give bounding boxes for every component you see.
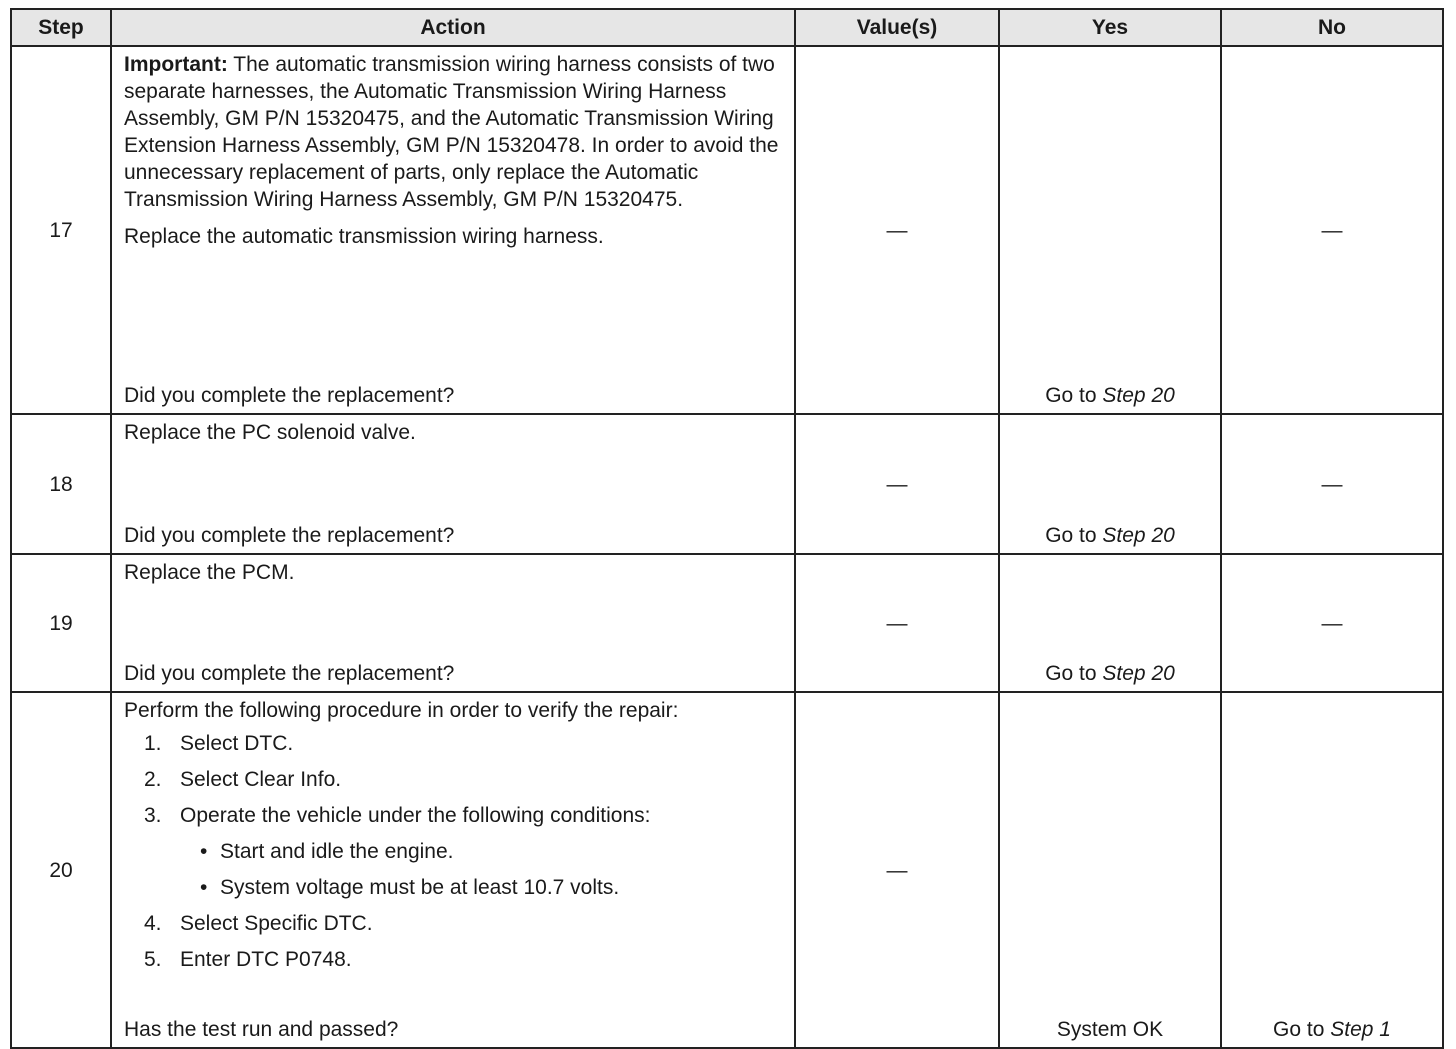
- bullet-icon: •: [200, 840, 208, 863]
- important-label: Important:: [124, 53, 228, 76]
- yes-cell: [999, 46, 1221, 414]
- bullet-item: [200, 874, 788, 901]
- value-cell: [795, 46, 999, 414]
- value-dash: —: [886, 472, 908, 496]
- list-number: 5.: [144, 948, 162, 971]
- table-row: [11, 414, 1443, 554]
- list-item: [124, 766, 788, 793]
- action-intro: Perform the following procedure in order to verify the repair:: [124, 699, 679, 722]
- action-cell: [111, 554, 795, 692]
- no-cell: [1221, 554, 1443, 692]
- bullet-text: System voltage must be at least 10.7 volts.: [220, 876, 620, 899]
- table-row: [11, 46, 1443, 414]
- yes-prefix: Go to: [1045, 524, 1097, 547]
- step-number: 18: [11, 414, 111, 554]
- value-cell: [795, 554, 999, 692]
- yes-cell: [999, 414, 1221, 554]
- action-cell: [111, 692, 795, 1048]
- step-link[interactable]: Step 20: [1102, 524, 1175, 547]
- no-dash: —: [1321, 611, 1343, 635]
- step-number: 17: [11, 46, 111, 414]
- diagnostic-table: [10, 8, 1444, 1049]
- list-number: 2.: [144, 768, 162, 791]
- yes-cell: [999, 692, 1221, 1048]
- value-cell: [795, 414, 999, 554]
- header-row: [11, 9, 1443, 46]
- list-text: Select DTC.: [180, 732, 294, 755]
- list-text: Operate the vehicle under the following conditions:: [180, 804, 651, 827]
- step-link[interactable]: Step 1: [1330, 1018, 1391, 1041]
- action-question: Has the test run and passed?: [124, 1018, 399, 1041]
- value-dash: —: [886, 858, 908, 882]
- value-dash: —: [886, 611, 908, 635]
- yes-result: System OK: [1056, 1018, 1164, 1041]
- list-item: [124, 730, 788, 757]
- important-note: [124, 51, 788, 213]
- list-text: Select Clear Info.: [180, 768, 342, 791]
- yes-cell: [999, 554, 1221, 692]
- header-values: Value(s): [795, 9, 999, 46]
- value-dash: —: [886, 218, 908, 242]
- list-text: Select Specific DTC.: [180, 912, 373, 935]
- table-row: [11, 554, 1443, 692]
- bullet-item: [200, 838, 788, 865]
- list-item: [124, 802, 788, 901]
- header-yes: Yes: [999, 9, 1221, 46]
- step-link[interactable]: Step 20: [1102, 662, 1175, 685]
- no-prefix: Go to: [1273, 1018, 1325, 1041]
- procedure-list: [124, 730, 788, 973]
- no-dash: —: [1321, 472, 1343, 496]
- important-text: The automatic transmission wiring harness consists of two separate harnesses, the Automatic Transmission Wiring Harness Assembly, GM P/N 15320475, and the Automatic Transmission Wiring Extension Harness Assembly, GM P/N 15320478. In order to avoid the unnecessary replacement of parts, only replace the Automatic Transmission Wiring Harness Assembly, GM P/N 15320475.: [124, 53, 779, 211]
- header-step: Step: [11, 9, 111, 46]
- list-number: 1.: [144, 732, 162, 755]
- yes-prefix: Go to: [1045, 384, 1097, 407]
- step-number: 20: [11, 692, 111, 1048]
- action-instruction: Replace the PC solenoid valve.: [124, 421, 416, 444]
- yes-prefix: Go to: [1045, 662, 1097, 685]
- header-action: Action: [111, 9, 795, 46]
- bullet-icon: •: [200, 876, 208, 899]
- action-cell: [111, 414, 795, 554]
- no-cell: [1221, 46, 1443, 414]
- step-number: 19: [11, 554, 111, 692]
- action-cell: [111, 46, 795, 414]
- action-instruction: Replace the PCM.: [124, 561, 295, 584]
- table-row: [11, 692, 1443, 1048]
- no-dash: —: [1321, 218, 1343, 242]
- action-question: Did you complete the replacement?: [124, 524, 455, 547]
- bullet-text: Start and idle the engine.: [220, 840, 454, 863]
- step-link[interactable]: Step 20: [1102, 384, 1175, 407]
- list-number: 3.: [144, 804, 162, 827]
- list-item: [124, 910, 788, 937]
- condition-list: [200, 838, 788, 901]
- value-cell: [795, 692, 999, 1048]
- list-number: 4.: [144, 912, 162, 935]
- action-question: Did you complete the replacement?: [124, 662, 455, 685]
- action-question: Did you complete the replacement?: [124, 384, 455, 407]
- list-item: [124, 946, 788, 973]
- no-cell: [1221, 414, 1443, 554]
- list-text: Enter DTC P0748.: [180, 948, 352, 971]
- action-instruction: Replace the automatic transmission wiring harness.: [124, 225, 604, 248]
- no-cell: [1221, 692, 1443, 1048]
- header-no: No: [1221, 9, 1443, 46]
